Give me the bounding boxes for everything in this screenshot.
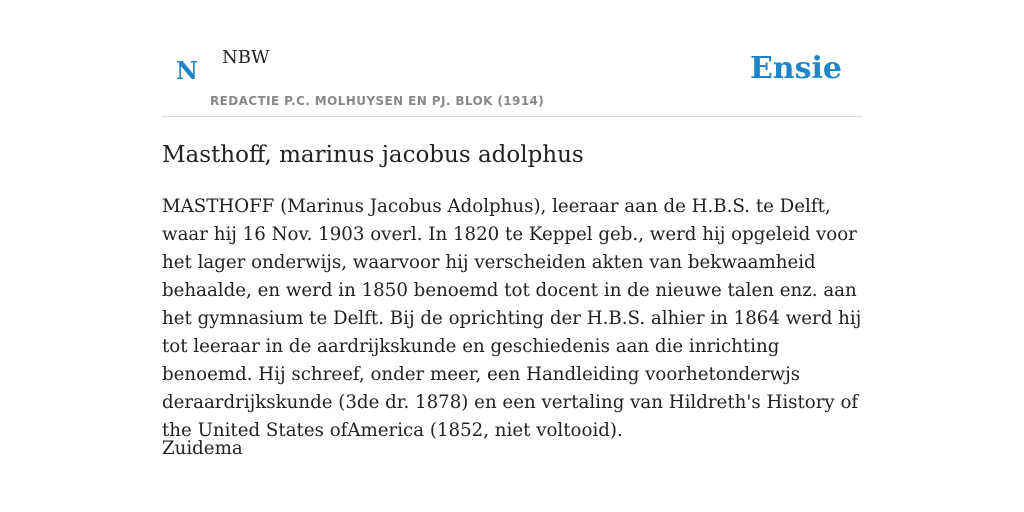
article-title: Masthoff, marinus jacobus adolphus <box>162 142 584 168</box>
source-title[interactable]: NBW <box>222 47 270 68</box>
source-subtitle: REDACTIE P.C. MOLHUYSEN EN PJ. BLOK (1914) <box>210 94 545 108</box>
page <box>162 0 862 512</box>
ensie-logo[interactable]: Ensie <box>749 51 842 86</box>
article-author: Zuidema <box>162 438 243 459</box>
source-header <box>162 0 862 117</box>
article-body: MASTHOFF (Marinus Jacobus Adolphus), leeraar aan de H.B.S. te Delft, waar hij 16 Nov. 1903 overl. In 1820 te Keppel geb., werd hij opgeleid voor het lager onderwijs, waarvoor hij verscheiden akten van bekwaamheid behaalde, en werd in 1850 benoemd tot docent in de nieuwe talen enz. aan het gymnasium te Delft. Bij de oprichting der H.B.S. alhier in 1864 werd hij tot leeraar in de aardrijkskunde en geschiedenis aan die inrichting benoemd. Hij schreef, onder meer, een Handleiding voorhetonderwjs deraardrijkskunde (3de dr. 1878) en een vertaling van Hildreth's History of the United States ofAmerica (1852, niet voltooid). <box>162 196 862 441</box>
source-logo-icon[interactable]: N <box>176 56 198 85</box>
